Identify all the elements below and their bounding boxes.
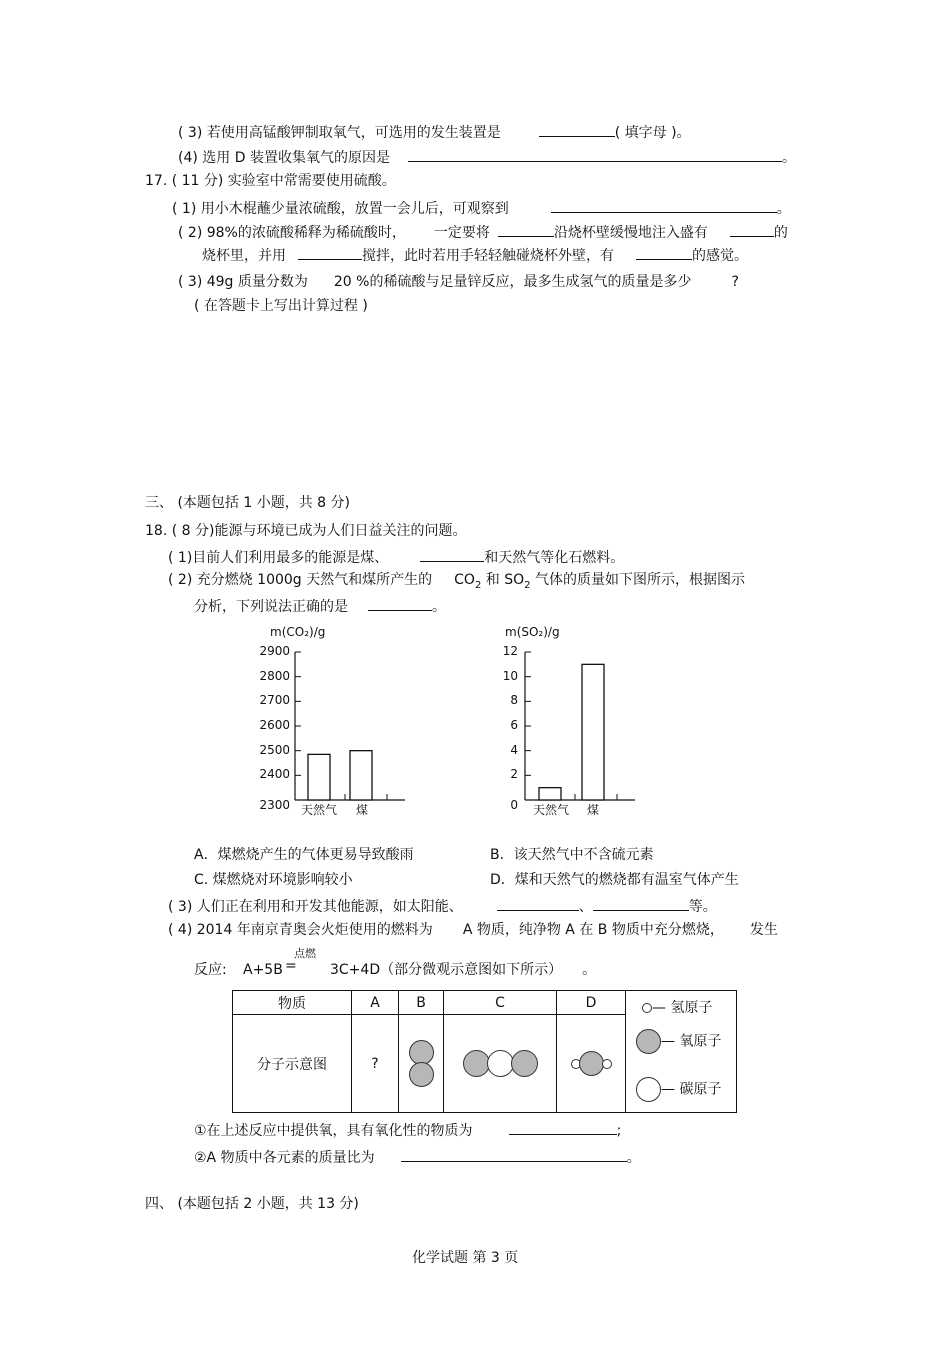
- header-b: B: [399, 991, 444, 1015]
- header-d: D: [557, 991, 626, 1015]
- option-b: B．该天然气中不含硫元素: [490, 847, 654, 863]
- category-label: 天然气: [533, 803, 570, 817]
- legend-cell: [626, 991, 737, 1113]
- q18-sub1: ①在上述反应中提供氧，具有氧化性的物质为 ;: [194, 1120, 621, 1140]
- category-label: 天然气: [301, 803, 338, 817]
- y-tick-label: 8: [510, 693, 518, 708]
- y-tick-label: 2900: [259, 644, 290, 658]
- q17-note: ( 在答题卡上写出计算过程 ): [194, 298, 368, 314]
- q18-title: 18. ( 8 分)能源与环境已成为人们日益关注的问题。: [145, 523, 467, 539]
- option-a: A．煤燃烧产生的气体更易导致酸雨: [194, 847, 414, 863]
- y-tick-label: 4: [510, 742, 518, 757]
- legend-oxygen: — 氧原子: [636, 1029, 721, 1054]
- carbon-atom-icon: [487, 1050, 514, 1077]
- y-tick-label: 0: [510, 798, 518, 812]
- legend-hydrogen: — 氢原子: [642, 997, 712, 1017]
- oxygen-atom-icon: [463, 1050, 490, 1077]
- oxygen-atom-icon: [579, 1051, 604, 1076]
- y-tick-label: 2: [510, 767, 518, 782]
- q17-part2-line2: 烧杯里，并用 搅拌，此时若用手轻轻触碰烧杯外壁，有 的感觉。: [202, 245, 748, 265]
- y-tick-label: 6: [510, 718, 518, 732]
- y-tick-label: 2600: [259, 718, 290, 732]
- q18-sub2: ②A 物质中各元素的质量比为 。: [194, 1147, 641, 1167]
- q18-part3: ( 3) 人们正在利用和开发其他能源，如太阳能、 、 等。: [168, 896, 717, 916]
- header-a: A: [352, 991, 399, 1015]
- header-c: C: [444, 991, 557, 1015]
- category-label: 煤: [356, 803, 369, 817]
- oxygen-atom-icon: [511, 1050, 538, 1077]
- answer-blank[interactable]: [593, 896, 689, 911]
- q17-title: 17. ( 11 分) 实验室中常需要使用硫酸。: [145, 173, 396, 189]
- bar-煤: [350, 751, 372, 800]
- reaction-label: 反应:: [194, 962, 227, 978]
- co2-chart-ylabel: m(CO₂)/g: [270, 625, 326, 639]
- molecule-table: [232, 990, 737, 1113]
- q16-part3: ( 3) 若使用高锰酸钾制取氧气，可选用的发生装置是 ( 填字母 )。: [178, 122, 691, 142]
- oxygen-atom-icon: [409, 1062, 434, 1087]
- y-tick-label: 2300: [259, 798, 290, 812]
- so2-chart-ylabel: m(SO₂)/g: [505, 625, 560, 639]
- q17-part2-line1: ( 2) 98%的浓硫酸稀释为稀硫酸时， 一定要将 沿烧杯壁缓慢地注入盛有 的: [178, 222, 788, 242]
- answer-blank[interactable]: [401, 1147, 627, 1162]
- molecule-b: [399, 1015, 444, 1113]
- bar-天然气: [308, 754, 330, 800]
- legend-carbon: — 碳原子: [636, 1077, 721, 1102]
- reaction-condition: 点燃: [294, 947, 316, 960]
- bar-天然气: [539, 788, 561, 800]
- q16-part4: (4) 选用 D 装置收集氧气的原因是 。: [178, 147, 796, 167]
- q18-part2-line2: 分析，下列说法正确的是 。: [194, 596, 446, 616]
- option-c: C. 煤燃烧对环境影响较小: [194, 872, 353, 888]
- answer-blank[interactable]: [497, 896, 579, 911]
- y-tick-label: 10: [502, 668, 518, 683]
- reaction-right: 3C+4D（部分微观示意图如下所示） 。: [330, 962, 597, 978]
- y-tick-label: 2400: [259, 767, 290, 782]
- section-3-title: 三、 (本题包括 1 小题，共 8 分): [145, 495, 350, 511]
- y-tick-label: 12: [502, 644, 518, 658]
- option-d: D．煤和天然气的燃烧都有温室气体产生: [490, 872, 739, 888]
- section-4-title: 四、 (本题包括 2 小题，共 13 分): [145, 1196, 359, 1212]
- y-tick-label: 2700: [259, 693, 290, 708]
- molecule-c: [444, 1015, 557, 1113]
- category-label: 煤: [587, 803, 600, 817]
- page-footer: 化学试题 第 3 页: [412, 1250, 519, 1266]
- answer-blank[interactable]: [509, 1120, 617, 1135]
- reaction-equals: =: [285, 958, 297, 974]
- q17-part1: ( 1) 用小木棍蘸少量浓硫酸，放置一会儿后，可观察到 。: [172, 198, 791, 218]
- hydrogen-atom-icon: [642, 1003, 652, 1013]
- bar-煤: [582, 664, 604, 800]
- q18-part2-line1: ( 2) 充分燃烧 1000g 天然气和煤所产生的 $CO_2$ 和 $SO_2$ 气体的质量如下图所示，根据图示: [168, 572, 745, 591]
- y-tick-label: 2500: [259, 742, 290, 757]
- header-substance: 物质: [233, 991, 352, 1015]
- molecule-a: ?: [352, 1015, 399, 1113]
- carbon-atom-icon: [636, 1077, 661, 1102]
- oxygen-atom-icon: [636, 1029, 661, 1054]
- q17-part3: ( 3) 49g 质量分数为 20 %的稀硫酸与足量锌反应，最多生成氢气的质量是多少 ?: [178, 274, 739, 290]
- q18-part1: ( 1)目前人们利用最多的能源是煤、 和天然气等化石燃料。: [168, 547, 624, 567]
- q18-part4: ( 4) 2014 年南京青奥会火炬使用的燃料为 A 物质，纯净物 A 在 B 物质中充分燃烧， 发生: [168, 922, 778, 938]
- y-tick-label: 2800: [259, 668, 290, 683]
- row-label: 分子示意图: [233, 1015, 352, 1113]
- hydrogen-atom-icon: [602, 1059, 612, 1069]
- molecule-d: [557, 1015, 626, 1113]
- reaction-left: A+5B: [243, 962, 283, 978]
